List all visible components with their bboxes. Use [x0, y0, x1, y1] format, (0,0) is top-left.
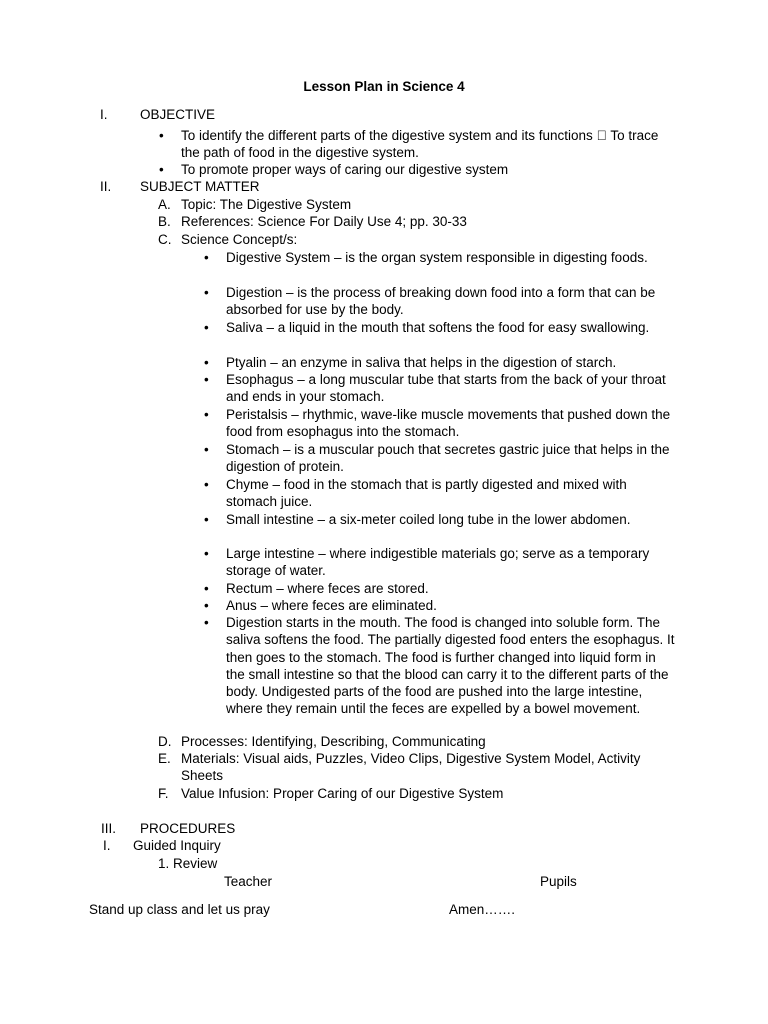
concept-bullet: • Large intestine – where indigestible materials go; serve as a temporary storage of water.: [226, 545, 678, 580]
concept-bullet: • Saliva – a liquid in the mouth that softens the food for easy swallowing.: [226, 319, 678, 336]
value-letter: F.: [158, 786, 169, 801]
teacher-line: Stand up class and let us pray: [89, 902, 270, 917]
procedures-numeral: III.: [101, 821, 117, 836]
processes-letter: D.: [158, 734, 172, 749]
objective-heading: OBJECTIVE: [140, 107, 216, 122]
subject-matter-heading: SUBJECT MATTER: [140, 179, 260, 194]
objective-item: • To promote proper ways of caring our digestive system: [181, 161, 666, 178]
teacher-column-header: Teacher: [224, 874, 273, 889]
concept-bullet: • Ptyalin – an enzyme in saliva that helps in the digestion of starch.: [226, 354, 678, 371]
guided-inquiry-heading: Guided Inquiry: [133, 838, 221, 853]
concept-bullet: • Digestion starts in the mouth. The food is changed into soluble form. The saliva softens the food. The partially digested food enters the esophagus. It then goes to the stomach. The food is further changed into liquid form in the small intestine so that the blood can carry it to the different parts of the body. Undigested parts of the food are pushed into the large intestine, where they remain until the feces are expelled by a bowel movement.: [226, 614, 678, 718]
procedures-heading: PROCEDURES: [140, 821, 236, 836]
concept-bullet: • Anus – where feces are eliminated.: [226, 597, 678, 614]
concept-bullet: • Digestive System – is the organ system responsible in digesting foods.: [226, 249, 678, 266]
references-letter: B.: [158, 214, 171, 229]
objective-numeral: I.: [100, 107, 108, 122]
document-title: Lesson Plan in Science 4: [303, 79, 465, 94]
review-step: 1. Review: [158, 856, 218, 871]
concept-bullet: • Rectum – where feces are stored.: [226, 580, 678, 597]
concept-bullet: • Digestion – is the process of breaking down food into a form that can be absorbed for use by the body.: [226, 284, 678, 319]
concept-bullet: • Small intestine – a six-meter coiled long tube in the lower abdomen.: [226, 511, 678, 528]
topic-text: Topic: The Digestive System: [181, 197, 352, 212]
concepts-letter: C.: [158, 232, 172, 247]
concept-bullet: • Peristalsis – rhythmic, wave-like muscle movements that pushed down the food from esophagus into the stomach.: [226, 406, 678, 441]
concept-bullet: • Stomach – is a muscular pouch that secretes gastric juice that helps in the digestion of protein.: [226, 441, 678, 476]
concepts-text: Science Concept/s:: [181, 232, 298, 247]
processes-text: Processes: Identifying, Describing, Communicating: [181, 734, 486, 749]
concept-bullet: • Esophagus – a long muscular tube that starts from the back of your throat and ends in your stomach.: [226, 371, 678, 406]
materials-letter: E.: [158, 751, 171, 766]
pupils-column-header: Pupils: [540, 874, 577, 889]
materials-text: Materials: Visual aids, Puzzles, Video Clips, Digestive System Model, Activity Sheets: [181, 751, 641, 784]
value-text: Value Infusion: Proper Caring of our Digestive System: [181, 786, 504, 801]
objective-item: • To identify the different parts of the digestive system and its functions To trace the path of food in the digestive system.: [181, 127, 666, 162]
guided-inquiry-numeral: I.: [103, 838, 111, 853]
subject-matter-numeral: II.: [100, 179, 112, 194]
references-text: References: Science For Daily Use 4; pp. 30-33: [181, 214, 467, 229]
pupils-line: Amen…….: [449, 902, 516, 917]
topic-letter: A.: [158, 197, 171, 212]
concept-bullet: • Chyme – food in the stomach that is partly digested and mixed with stomach juice.: [226, 476, 678, 511]
